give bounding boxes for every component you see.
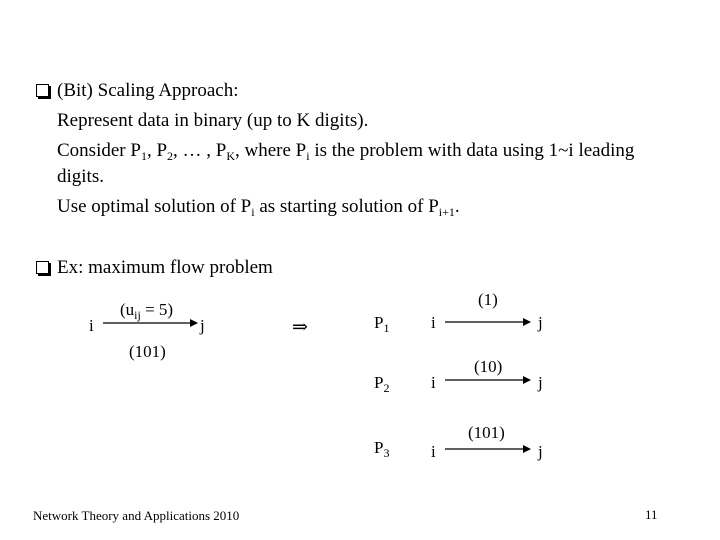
bullet-title-example: Ex: maximum flow problem <box>57 257 273 278</box>
p2-node-i: i <box>431 373 436 392</box>
left-binary-label: (101) <box>129 342 166 361</box>
page-number: 11 <box>645 507 658 522</box>
implies-symbol: ⇒ <box>292 317 308 338</box>
p3-edge-label: (101) <box>468 423 505 442</box>
bullet-title-scaling: (Bit) Scaling Approach: <box>57 80 239 101</box>
p3-label: $P_3$ <box>374 438 390 460</box>
text-line-consider: Consider $P_1$, $P_2$, … , $P_K$, where $P_i$ is the problem with data using 1~i leading <box>57 140 635 163</box>
text-line-digits: digits. <box>57 166 104 187</box>
p3-node-j: j <box>538 442 543 461</box>
p1-label: $P_1$ <box>374 313 390 335</box>
p2-edge-label: (10) <box>474 357 503 376</box>
p2-node-j: j <box>538 373 543 392</box>
text-line-represent: Represent data in binary (up to K digits). <box>57 110 369 131</box>
p3-node-i: i <box>431 442 436 461</box>
p2-label: $P_2$ <box>374 373 390 395</box>
footer-course-title: Network Theory and Applications 2010 <box>33 508 240 523</box>
left-node-i: i <box>89 316 94 335</box>
p1-node-i: i <box>431 313 436 332</box>
left-capacity-label: $(u_{ij} = 5)$ <box>120 300 174 322</box>
p1-node-j: j <box>538 313 543 332</box>
left-node-j: j <box>200 316 205 335</box>
p1-edge-label: (1) <box>478 290 498 309</box>
text-line-use-optimal: Use optimal solution of $P_i$ as starting solution of $P_{i+1}$. <box>57 196 460 219</box>
